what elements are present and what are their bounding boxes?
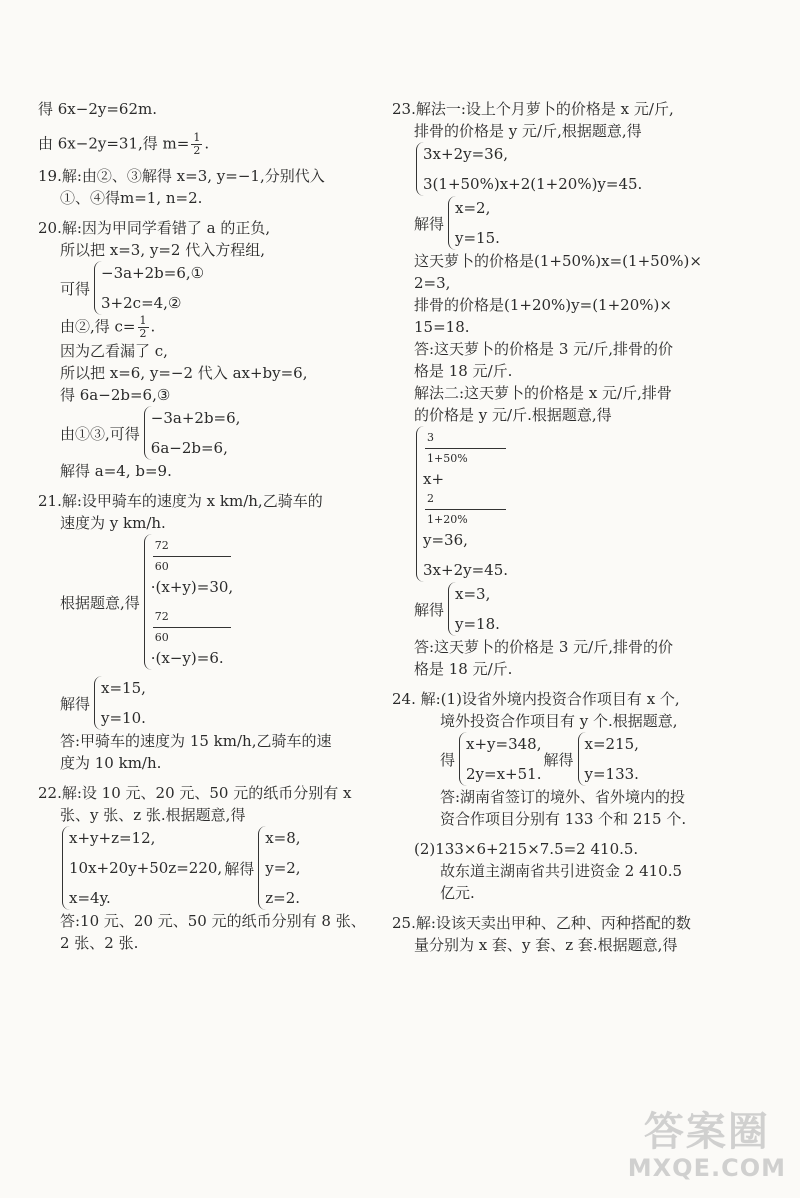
- watermark-url: MXQE.COM: [627, 1154, 786, 1182]
- text-line: 速度为 y km/h.: [60, 514, 166, 532]
- equation: [151, 607, 233, 668]
- equation-system: [392, 142, 764, 196]
- equation: 6a−2b=6,: [150, 439, 228, 457]
- equation: [423, 428, 508, 550]
- equation-system: [38, 826, 368, 910]
- system-label: 由①③,可得: [60, 424, 140, 443]
- right-column: [392, 98, 764, 956]
- denominator: 1+50%: [427, 452, 468, 465]
- equation-system: [38, 406, 368, 460]
- text-line: 亿元.: [440, 884, 475, 902]
- fraction: [153, 607, 231, 648]
- numerator: 2: [425, 489, 506, 510]
- text-line: 20.解:因为甲同学看错了 a 的正负,: [38, 219, 271, 237]
- text-line: 答:这天萝卜的价格是 3 元/斤,排骨的价: [414, 340, 673, 358]
- text-line: 量分别为 x 套、y 套、z 套.根据题意,得: [414, 936, 678, 954]
- brace: [448, 582, 500, 636]
- text-line: 度为 10 km/h.: [60, 754, 162, 772]
- brace: [62, 826, 222, 910]
- text-span: .: [150, 317, 156, 336]
- text-line: 所以把 x=6, y=−2 代入 ax+by=6,: [60, 364, 308, 382]
- text-line: 张、y 张、z 张.根据题意,得: [60, 806, 246, 824]
- numerator: 72: [153, 536, 231, 557]
- brace: [416, 426, 508, 582]
- text-span: ·(x−y)=6.: [150, 649, 224, 667]
- brace: [416, 142, 642, 196]
- equation: 2y=x+51.: [466, 765, 542, 783]
- equation-system: [392, 582, 764, 636]
- equation: 3+2c=4,②: [101, 294, 182, 312]
- text-line: 解得 a=4, b=9.: [60, 462, 172, 480]
- brace: [448, 196, 500, 250]
- equation: −3a+2b=6,①: [101, 264, 205, 282]
- text-span: .: [204, 134, 210, 153]
- text-line: 答:湖南省签订的境外、省外境内的投: [440, 788, 686, 806]
- text-line: 答:这天萝卜的价格是 3 元/斤,排骨的价: [414, 638, 673, 656]
- equation: x=8,: [265, 829, 301, 847]
- denominator: 60: [154, 631, 169, 644]
- text-span: y=36,: [423, 531, 468, 549]
- text-line: 19.解:由②、③解得 x=3, y=−1,分别代入: [38, 167, 325, 185]
- text-line: 得 6a−2b=6,③: [60, 386, 171, 404]
- text-line: 答:10 元、20 元、50 元的纸币分别有 8 张、: [60, 912, 366, 930]
- equation: x=3,: [455, 585, 491, 603]
- text-line: 答:甲骑车的速度为 15 km/h,乙骑车的速: [60, 732, 332, 750]
- text-line: 23.解法一:设上个月萝卜的价格是 x 元/斤,: [392, 100, 674, 118]
- text-line: 资合作项目分别有 133 个和 215 个.: [440, 810, 687, 828]
- watermark: [628, 1110, 786, 1182]
- text-line: 得 6x−2y=62m.: [38, 100, 158, 118]
- watermark-logo-text: 答案圈: [643, 1109, 770, 1155]
- text-line: 故东道主湖南省共引进资金 2 410.5: [440, 862, 683, 880]
- fraction: [425, 428, 506, 469]
- system-label: 解得: [543, 750, 574, 769]
- brace: [258, 826, 300, 910]
- text-line: 所以把 x=3, y=2 代入方程组,: [60, 241, 265, 259]
- equation: 3(1+50%)x+2(1+20%)y=45.: [423, 175, 643, 193]
- system-label: 根据题意,得: [60, 593, 140, 612]
- text-span: x+: [423, 470, 445, 488]
- text-span: ·(x+y)=30,: [150, 578, 234, 596]
- text-line: 的价格是 y 元/斤.根据题意,得: [414, 406, 612, 424]
- left-column: [38, 98, 368, 954]
- text-line: 这天萝卜的价格是(1+50%)x=(1+50%)×: [414, 252, 702, 270]
- text-span: 由 6x−2y=31,得 m=: [38, 134, 190, 153]
- text-line: 境外投资合作项目有 y 个.根据题意,: [440, 712, 678, 730]
- system-label: 解得: [414, 214, 445, 233]
- text-line: 排骨的价格是(1+20%)y=(1+20%)×: [414, 296, 672, 314]
- text-line: (2)133×6+215×7.5=2 410.5.: [414, 840, 639, 858]
- numerator: 3: [425, 428, 506, 449]
- system-label: 解得: [60, 694, 91, 713]
- equation-system: [38, 534, 368, 670]
- system-label: 解得: [224, 859, 255, 878]
- system-label: 解得: [414, 600, 445, 619]
- brace: [144, 534, 233, 670]
- equation-system: [38, 676, 368, 730]
- equation: [151, 536, 233, 597]
- text-line: 21.解:设甲骑车的速度为 x km/h,乙骑车的: [38, 492, 323, 510]
- equation-system: [392, 196, 764, 250]
- equation: y=133.: [584, 765, 639, 783]
- equation-system: [392, 426, 764, 582]
- denominator: 60: [154, 560, 169, 573]
- equation: x=215,: [584, 735, 639, 753]
- equation: y=2,: [265, 859, 301, 877]
- equation: x+y+z=12,: [69, 829, 156, 847]
- equation: 3x+2y=45.: [423, 561, 509, 579]
- equation: 10x+20y+50z=220,: [69, 859, 223, 877]
- equation-system: [392, 732, 764, 786]
- text-line: ①、④得m=1, n=2.: [60, 189, 203, 207]
- equation: y=10.: [101, 709, 146, 727]
- equation: y=18.: [455, 615, 500, 633]
- text-line: 22.解:设 10 元、20 元、50 元的纸币分别有 x: [38, 784, 352, 802]
- brace: [94, 676, 146, 730]
- fraction: [153, 536, 231, 577]
- equation: x=2,: [455, 199, 491, 217]
- text-line: 2=3,: [414, 274, 451, 292]
- equation: x=4y.: [69, 889, 111, 907]
- system-label: 可得: [60, 279, 91, 298]
- text-line: 2 张、2 张.: [60, 934, 139, 952]
- fraction: [191, 132, 202, 157]
- numerator: 1: [193, 131, 201, 144]
- text-line: [38, 315, 368, 340]
- text-line: 解法二:这天萝卜的价格是 x 元/斤,排骨: [414, 384, 672, 402]
- equation: −3a+2b=6,: [150, 409, 241, 427]
- text-line: [38, 132, 368, 157]
- numerator: 1: [139, 314, 147, 327]
- brace: [578, 732, 639, 786]
- text-line: 排骨的价格是 y 元/斤,根据题意,得: [414, 122, 642, 140]
- equation: y=15.: [455, 229, 500, 247]
- numerator: 72: [153, 607, 231, 628]
- text-line: 24. 解:(1)设省外境内投资合作项目有 x 个,: [392, 690, 680, 708]
- system-label: 得: [440, 750, 456, 769]
- equation-system: [38, 261, 368, 315]
- equation: x=15,: [101, 679, 146, 697]
- text-line: 格是 18 元/斤.: [414, 362, 513, 380]
- brace: [144, 406, 241, 460]
- denominator: 2: [193, 144, 201, 157]
- equation: 3x+2y=36,: [423, 145, 509, 163]
- fraction: [138, 315, 149, 340]
- text-span: 由②,得 c=: [60, 317, 136, 336]
- text-line: 因为乙看漏了 c,: [60, 342, 168, 360]
- equation: z=2.: [265, 889, 301, 907]
- text-line: 格是 18 元/斤.: [414, 660, 513, 678]
- equation: x+y=348,: [466, 735, 542, 753]
- text-line: 25.解:设该天卖出甲种、乙种、丙种搭配的数: [392, 914, 691, 932]
- denominator: 1+20%: [427, 513, 468, 526]
- fraction: [425, 489, 506, 530]
- denominator: 2: [139, 327, 147, 340]
- brace: [94, 261, 204, 315]
- brace: [459, 732, 541, 786]
- text-line: 15=18.: [414, 318, 470, 336]
